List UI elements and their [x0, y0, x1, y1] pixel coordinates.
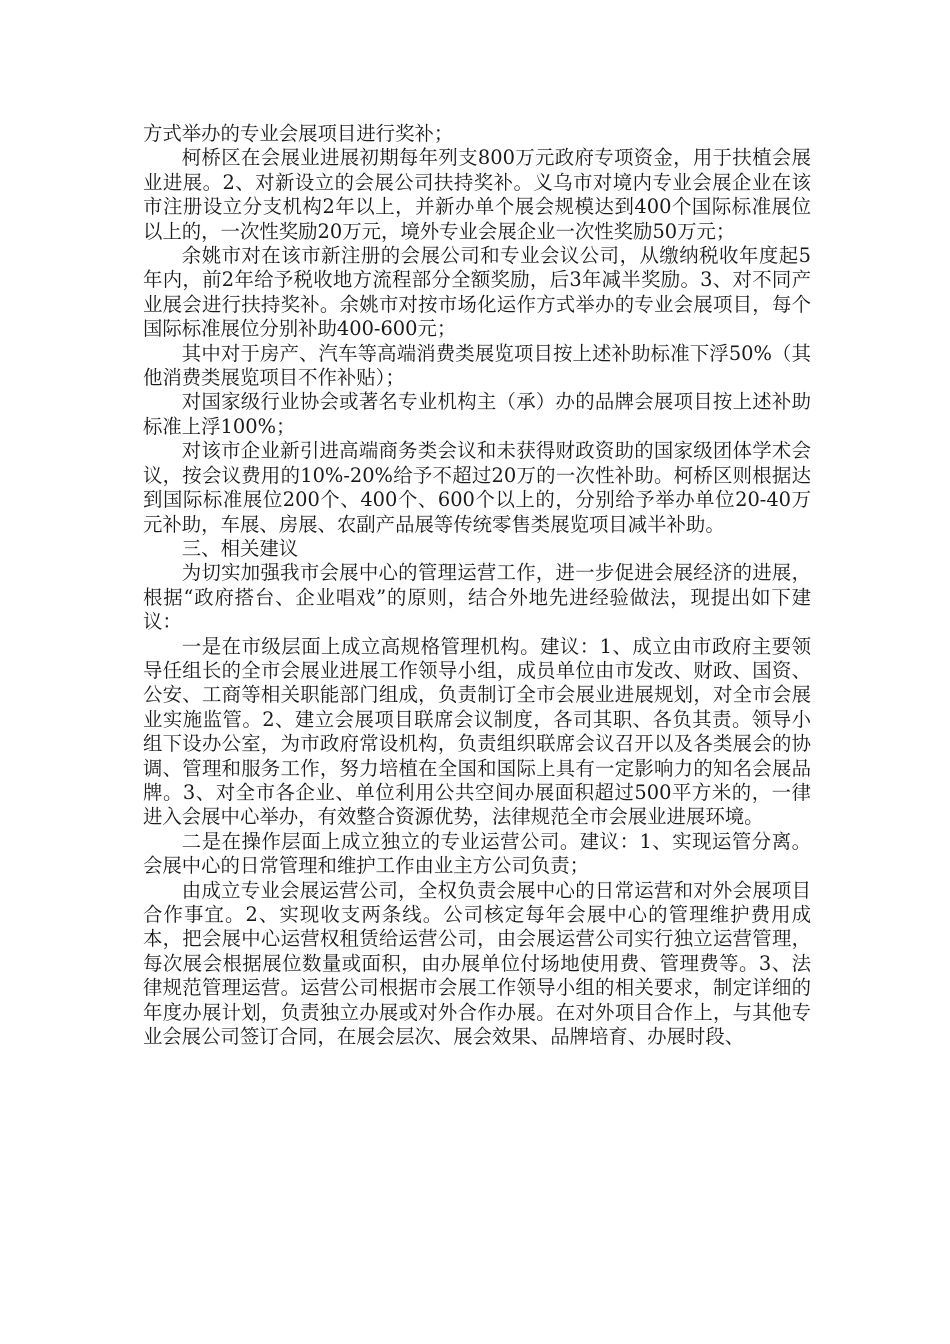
paragraph-9: 一是在市级层面上成立高规格管理机构。建议：1、成立由市政府主要领导任组长的全市会展业进展工作领导小组，成员单位由市发改、财政、国资、公安、工商等相关职能部门组成，负责制订全市会展业进展规划，对全市会展业实施监管。2、建立会展项目联席会议制度，各司其职、各负其责。领导小组下设办公室，为市政府常设机构，负责组织联席会议召开以及各类展会的协调、管理和服务工作，努力培植在全国和国际上具有一定影响力的知名会展品牌。3、对全市各企业、单位利用公共空间办展面积超过500平方米的，一律进入会展中心举办，有效整合资源优势，法律规范全市会展业进展环境。 [143, 634, 811, 829]
section-heading: 三、相关建议 [181, 536, 299, 560]
paragraph-3: 余姚市对在该市新注册的会展公司和专业会议公司，从缴纳税收年度起5年内，前2年给予税收地方流程部分全额奖励，后3年减半奖励。3、对不同产业展会进行扶持奖补。余姚市对按市场化运作方式举办的专业会展项目，每个国际标准展位分别补助400-600元； [143, 244, 811, 341]
paragraph-6: 对该市企业新引进高端商务类会议和未获得财政资助的国家级团体学术会议，按会议费用的10%-20%给予不超过20万的一次性补助。柯桥区则根据达到国际标准展位200个、400个、600个以上的，分别给予举办单位20-40万元补助，车展、房展、农副产品展等传统零售类展览项目减半补助。 [143, 439, 811, 536]
paragraph-4: 其中对于房产、汽车等高端消费类展览项目按上述补助标准下浮50%（其他消费类展览项目不作补贴）； [143, 341, 811, 390]
document-page [143, 122, 811, 1049]
paragraph-5: 对国家级行业协会或著名专业机构主（承）办的品牌会展项目按上述补助标准上浮100%； [143, 390, 811, 438]
paragraph-10: 二是在操作层面上成立独立的专业运营公司。建议：1、实现运管分离。会展中心的日常管理和维护工作由业主方公司负责； [143, 829, 811, 878]
paragraph-1: 方式举办的专业会展项目进行奖补； [143, 122, 454, 145]
paragraph-8: 为切实加强我市会展中心的管理运营工作，进一步促进会展经济的进展，根据“政府搭台、企业唱戏”的原则，结合外地先进经验做法，现提出如下建议： [143, 561, 811, 634]
paragraph-2: 柯桥区在会展业进展初期每年列支800万元政府专项资金，用于扶植会展业进展。2、对新设立的会展公司扶持奖补。义乌市对境内专业会展企业在该市注册设立分支机构2年以上，并新办单个展会规模达到400个国际标准展位以上的，一次性奖励20万元，境外专业会展企业一次性奖励50万元； [143, 146, 811, 243]
paragraph-11: 由成立专业会展运营公司，全权负责会展中心的日常运营和对外会展项目合作事宜。2、实现收支两条线。公司核定每年会展中心的管理维护费用成本，把会展中心运营权租赁给运营公司，由会展运营公司实行独立运营管理，每次展会根据展位数量或面积，由办展单位付场地使用费、管理费等。3、法律规范管理运营。运营公司根据市会展工作领导小组的相关要求，制定详细的年度办展计划，负责独立办展或对外合作办展。在对外项目合作上，与其他专业会展公司签订合同，在展会层次、展会效果、品牌培育、办展时段、 [143, 878, 811, 1049]
